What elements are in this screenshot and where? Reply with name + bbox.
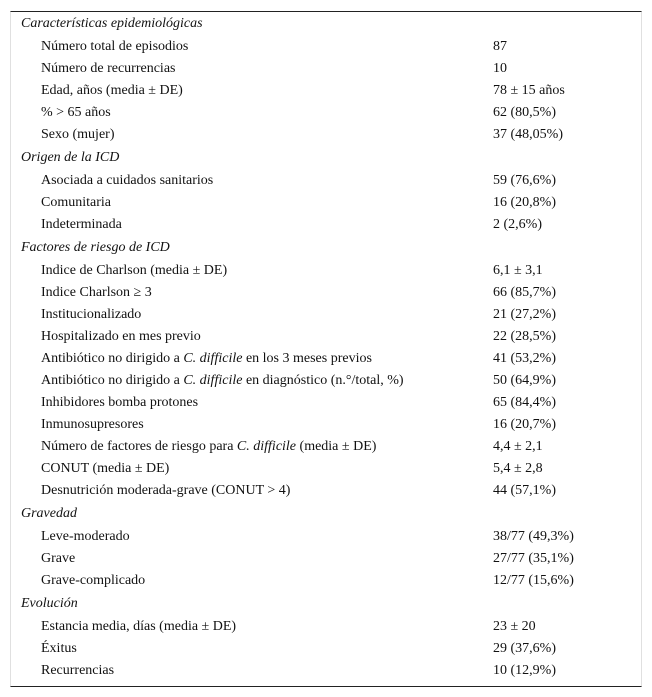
section-title: Factores de riesgo de ICD — [21, 240, 170, 255]
table-row — [11, 638, 641, 660]
table-row — [11, 304, 641, 326]
table-row — [11, 414, 641, 436]
row-value: 5,4 ± 2,8 — [493, 461, 543, 476]
section-title: Evolución — [21, 596, 78, 611]
row-label-species: C. difficile — [236, 439, 297, 454]
row-value: 38/77 (49,3%) — [493, 529, 574, 544]
table-row — [11, 214, 641, 236]
row-value: 10 — [493, 61, 507, 76]
row-value: 23 ± 20 — [493, 619, 536, 634]
table-row — [11, 458, 641, 480]
table-row — [11, 370, 641, 392]
table-row — [11, 570, 641, 592]
table-row — [11, 480, 641, 502]
row-label: Leve-moderado — [41, 529, 130, 544]
row-label: Inhibidores bomba protones — [41, 395, 199, 410]
row-value: 50 (64,9%) — [493, 373, 556, 388]
table-row — [11, 660, 641, 682]
table-row — [11, 80, 641, 102]
row-label: Asociada a cuidados sanitarios — [41, 173, 214, 188]
row-label — [41, 436, 376, 458]
row-value: 65 (84,4%) — [493, 395, 556, 410]
row-value: 27/77 (35,1%) — [493, 551, 574, 566]
row-label: Comunitaria — [41, 195, 111, 210]
row-value: 66 (85,7%) — [493, 285, 556, 300]
table-row — [11, 436, 641, 458]
row-label: CONUT (media ± DE) — [41, 461, 170, 476]
row-label: Institucionalizado — [41, 307, 142, 322]
row-value: 22 (28,5%) — [493, 329, 556, 344]
table-row — [11, 548, 641, 570]
table-row — [11, 526, 641, 548]
section-header-evolucion — [11, 592, 641, 616]
row-label: Recurrencias — [41, 663, 115, 678]
row-label-part: (media ± DE) — [296, 439, 377, 454]
section-title: Gravedad — [21, 506, 77, 521]
row-label-part: en diagnóstico (n.°/total, %) — [242, 373, 404, 388]
row-label-part: en los 3 meses previos — [242, 351, 372, 366]
row-label: Número de recurrencias — [41, 61, 176, 76]
row-label: Indice Charlson ≥ 3 — [41, 285, 152, 300]
row-label-part: Número de factores de riesgo para — [41, 439, 237, 454]
row-value: 41 (53,2%) — [493, 351, 556, 366]
table-row — [11, 282, 641, 304]
table-row — [11, 170, 641, 192]
table-row — [11, 326, 641, 348]
row-label: Indice de Charlson (media ± DE) — [41, 263, 228, 278]
row-label: % > 65 años — [41, 105, 111, 120]
row-label — [41, 370, 404, 392]
row-label — [41, 348, 372, 370]
table-row — [11, 58, 641, 80]
row-value: 37 (48,05%) — [493, 127, 563, 142]
table-row — [11, 102, 641, 124]
row-label: Inmunosupresores — [41, 417, 144, 432]
row-label: Edad, años (media ± DE) — [41, 83, 183, 98]
section-header-caracteristicas-epidemiologicas — [11, 12, 641, 36]
row-label: Grave — [41, 551, 76, 566]
row-label: Grave-complicado — [41, 573, 146, 588]
row-value: 2 (2,6%) — [493, 217, 542, 232]
row-label: Número total de episodios — [41, 39, 189, 54]
row-label: Hospitalizado en mes previo — [41, 329, 201, 344]
table-row — [11, 260, 641, 282]
section-header-origen-de-la-icd — [11, 146, 641, 170]
row-value: 87 — [493, 39, 507, 54]
row-label-part: Antibiótico no dirigido a — [41, 351, 184, 366]
row-label: Desnutrición moderada-grave (CONUT > 4) — [41, 483, 291, 498]
section-title: Características epidemiológicas — [21, 16, 203, 31]
row-value: 16 (20,8%) — [493, 195, 556, 210]
row-label: Indeterminada — [41, 217, 122, 232]
table-row — [11, 392, 641, 414]
table-row — [11, 348, 641, 370]
row-label: Estancia media, días (media ± DE) — [41, 619, 237, 634]
row-label-species: C. difficile — [183, 351, 243, 366]
row-label-species: C. difficile — [183, 373, 243, 388]
table-row — [11, 124, 641, 146]
table-body — [11, 12, 641, 682]
row-value: 16 (20,7%) — [493, 417, 556, 432]
row-value: 6,1 ± 3,1 — [493, 263, 543, 278]
row-label: Éxitus — [41, 641, 77, 656]
row-value: 10 (12,9%) — [493, 663, 556, 678]
row-value: 44 (57,1%) — [493, 483, 556, 498]
row-label-part: Antibiótico no dirigido a — [41, 373, 184, 388]
row-value: 4,4 ± 2,1 — [493, 439, 543, 454]
row-label: Sexo (mujer) — [41, 127, 115, 142]
table-row — [11, 36, 641, 58]
row-value: 21 (27,2%) — [493, 307, 556, 322]
row-value: 62 (80,5%) — [493, 105, 556, 120]
row-value: 29 (37,6%) — [493, 641, 556, 656]
data-table — [10, 11, 642, 687]
row-value: 59 (76,6%) — [493, 173, 556, 188]
section-title: Origen de la ICD — [21, 150, 120, 165]
section-header-gravedad — [11, 502, 641, 526]
section-header-factores-de-riesgo-de-icd — [11, 236, 641, 260]
row-value: 12/77 (15,6%) — [493, 573, 574, 588]
table-row — [11, 616, 641, 638]
row-value: 78 ± 15 años — [493, 83, 565, 98]
table-row — [11, 192, 641, 214]
